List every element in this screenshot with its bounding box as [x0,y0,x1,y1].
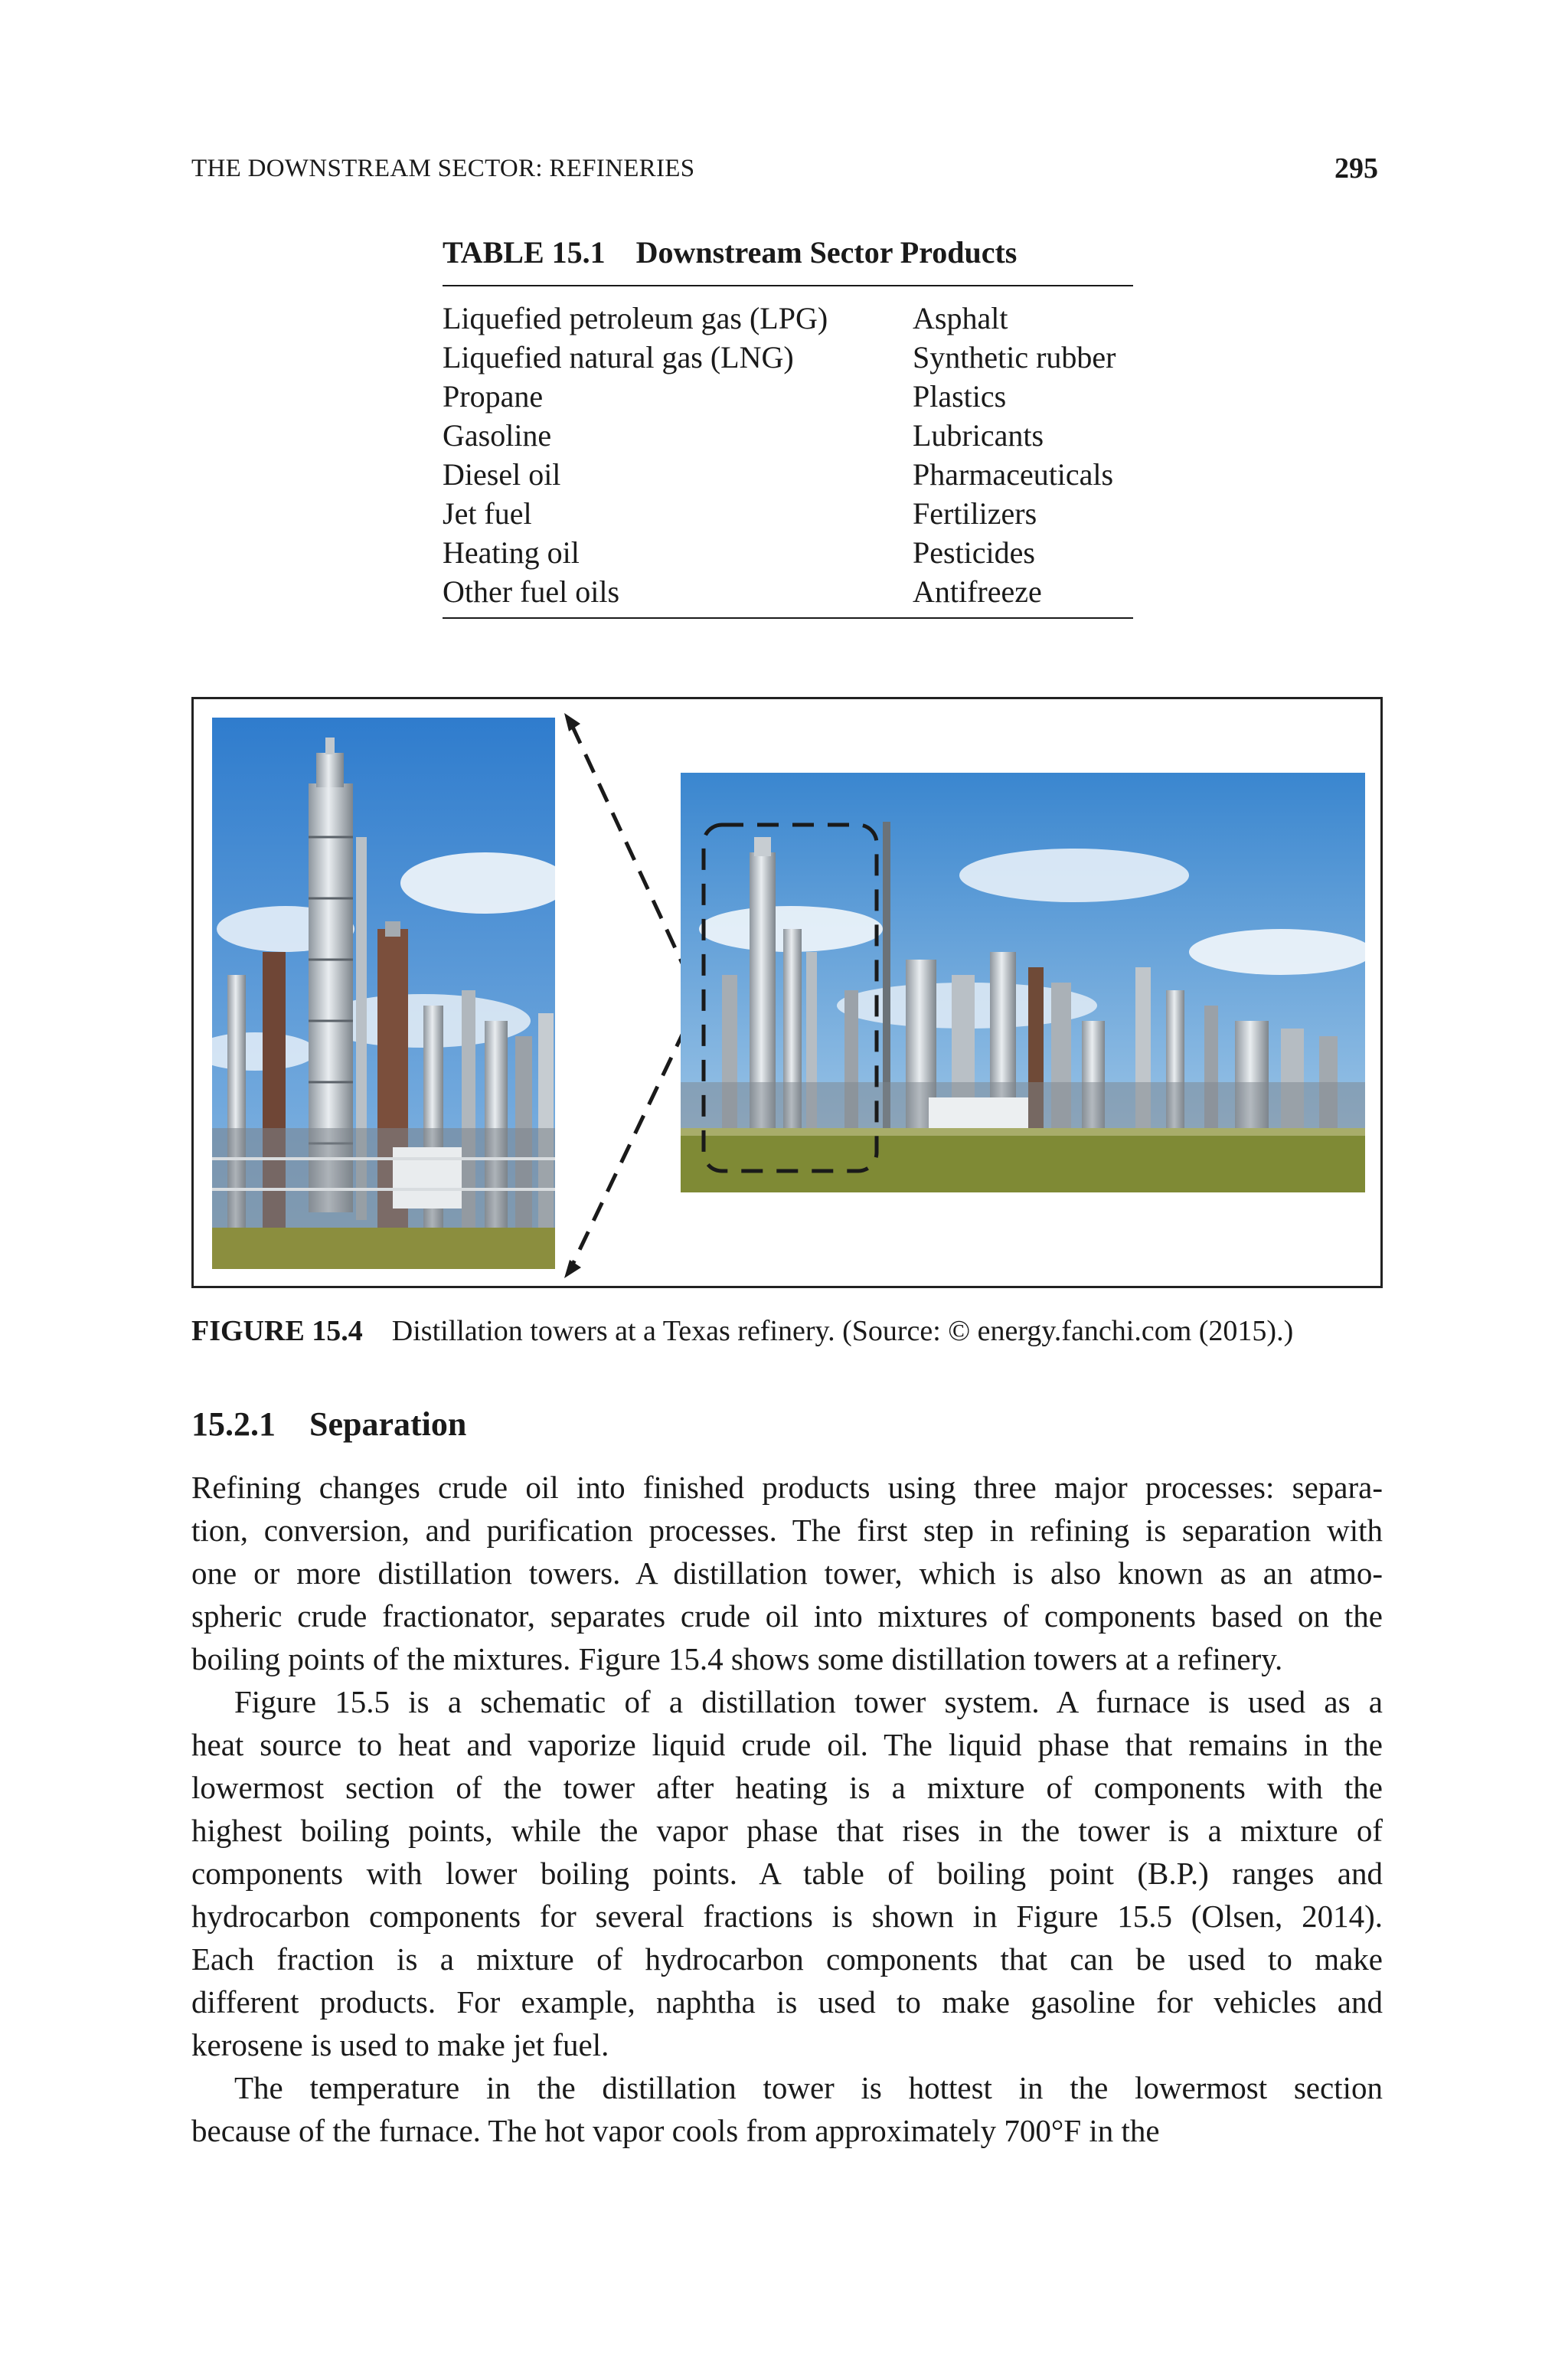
running-head: THE DOWNSTREAM SECTOR: REFINERIES [191,155,695,182]
table-cell: Propane [443,379,544,414]
section-number: 15.2.1 [191,1405,276,1443]
text-line: because of the furnace. The hot vapor cools from approximately 700°F in the [191,2113,1160,2148]
table-cell: Liquefied petroleum gas (LPG) [443,301,828,335]
wide-refinery-photo [681,773,1373,1192]
table-row [443,416,1133,455]
table-row [443,572,1133,611]
table-cell: Heating oil [443,535,580,570]
figure-frame [191,697,1383,1288]
table-bottom-rule [443,617,1133,619]
table-row [443,455,1133,494]
text-line: Each fraction is a mixture of hydrocarbon components that can be used to make [191,1941,1383,1977]
table-cell: Lubricants [913,418,1044,453]
text-line: spheric crude fractionator, separates crude oil into mixtures of components based on the [191,1598,1383,1634]
table-cell: Gasoline [443,418,552,453]
paragraph-1 [191,1466,1383,1680]
figure-caption-text: Distillation towers at a Texas refinery. (Source: © energy.fanchi.com (2015).) [391,1315,1294,1347]
table-row [443,533,1133,572]
text-line: boiling points of the mixtures. Figure 15.4 shows some distillation towers at a refinery. [191,1641,1283,1676]
refinery-photo-figure [194,699,1380,1286]
table-row [443,299,1133,338]
table-row [443,494,1133,533]
table-cell: Liquefied natural gas (LNG) [443,340,794,374]
table-cell: Pesticides [913,535,1035,570]
text-line: one or more distillation towers. A distillation tower, which is also known as an atmo- [191,1555,1383,1591]
text-line: Figure 15.5 is a schematic of a distillation tower system. A furnace is used as a [234,1684,1383,1719]
figure-caption [191,1314,1293,1348]
text-line: components with lower boiling points. A table of boiling point (B.P.) ranges and [191,1856,1383,1891]
text-line: tion, conversion, and purification processes. The first step in refining is separation with [191,1513,1383,1548]
table-caption: TABLE 15.1 Downstream Sector Products [443,235,1018,270]
text-line: kerosene is used to make jet fuel. [191,2027,609,2062]
table-cell: Synthetic rubber [913,340,1116,374]
table-cell: Diesel oil [443,457,561,492]
zoom-arrow [564,713,699,1278]
section-title: Separation [309,1405,467,1443]
table-row [443,338,1133,377]
text-line: highest boiling points, while the vapor phase that rises in the tower is a mixture of [191,1813,1383,1848]
text-line: Refining changes crude oil into finished products using three major processes: separa- [191,1470,1383,1505]
table-row [443,377,1133,416]
text-line: hydrocarbon components for several fractions is shown in Figure 15.5 (Olsen, 2014). [191,1899,1383,1934]
table-cell: Antifreeze [913,574,1042,609]
page-number: 295 [1334,152,1378,185]
table-cell: Jet fuel [443,496,532,531]
table-cell: Asphalt [913,301,1008,335]
text-line: different products. For example, naphtha is used to make gasoline for vehicles and [191,1984,1383,2020]
table-cell: Fertilizers [913,496,1037,531]
table-top-rule [443,285,1133,286]
text-line: heat source to heat and vaporize liquid crude oil. The liquid phase that remains in the [191,1727,1383,1762]
section-heading [191,1405,466,1444]
close-up-photo [194,718,569,1269]
text-line: lowermost section of the tower after heating is a mixture of components with the [191,1770,1383,1805]
table-cell: Pharmaceuticals [913,457,1114,492]
paragraph-3 [191,2066,1383,2152]
table-cell: Other fuel oils [443,574,620,609]
figure-label: FIGURE 15.4 [191,1315,363,1347]
text-line: The temperature in the distillation tower is hottest in the lowermost section [234,2070,1383,2105]
table-cell: Plastics [913,379,1007,414]
products-table [443,299,1133,611]
paragraph-2 [191,1680,1383,2066]
